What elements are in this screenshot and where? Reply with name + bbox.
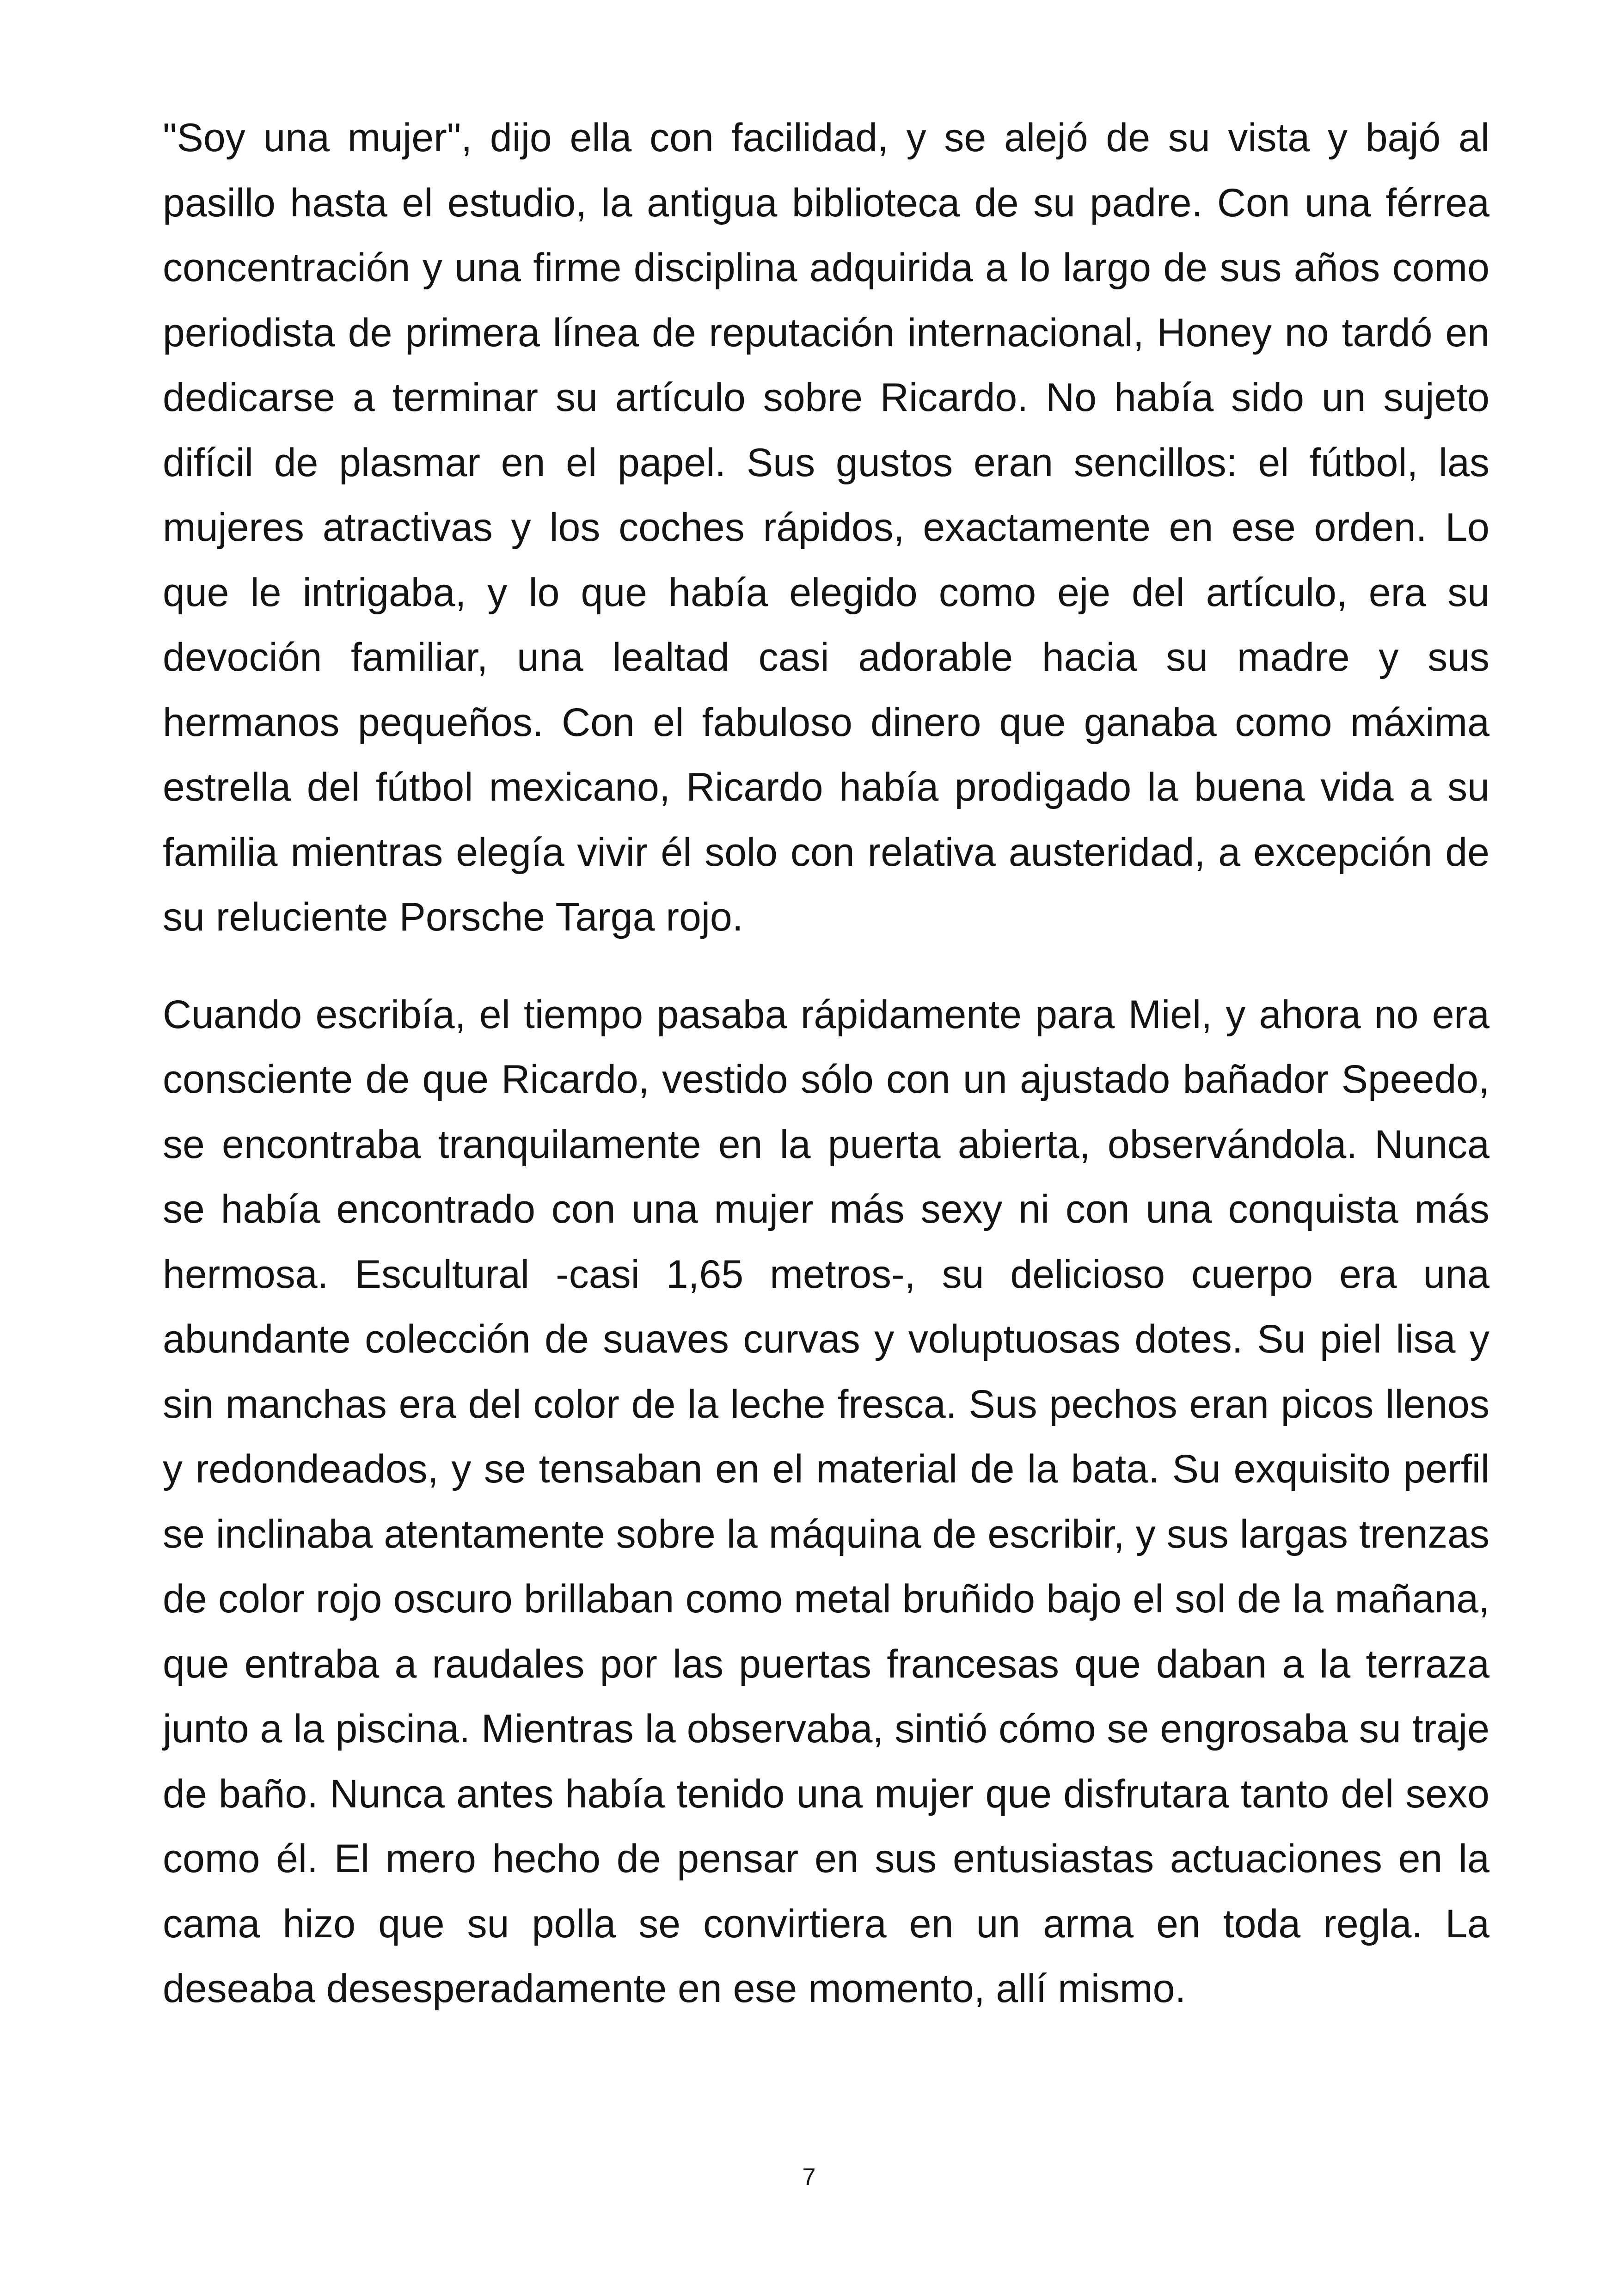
body-text	[163, 105, 1489, 2021]
paragraph-1: "Soy una mujer", dijo ella con facilidad, y se alejó de su vista y bajó al pasillo hasta el estudio, la antigua biblioteca de su padre. Con una férrea concentración y una firme disciplina adquirida a lo largo de sus años como periodista de primera línea de reputación internacional, Honey no tardó en dedicarse a terminar su artículo sobre Ricardo. No había sido un sujeto difícil de plasmar en el papel. Sus gustos eran sencillos: el fútbol, las mujeres atractivas y los coches rápidos, exactamente en ese orden. Lo que le intrigaba, y lo que había elegido como eje del artículo, era su devoción familiar, una lealtad casi adorable hacia su madre y sus hermanos pequeños. Con el fabuloso dinero que ganaba como máxima estrella del fútbol mexicano, Ricardo había prodigado la buena vida a su familia mientras elegía vivir él solo con relativa austeridad, a excepción de su reluciente Porsche Targa rojo.	[163, 116, 1489, 939]
page-number: 7	[802, 2164, 816, 2191]
paragraph-2: Cuando escribía, el tiempo pasaba rápidamente para Miel, y ahora no era consciente de que Ricardo, vestido sólo con un ajustado bañador Speedo, se encontraba tranquilamente en la puerta abierta, observándola. Nunca se había encontrado con una mujer más sexy ni con una conquista más hermosa. Escultural -casi 1,65 metros-, su delicioso cuerpo era una abundante colección de suaves curvas y voluptuosas dotes. Su piel lisa y sin manchas era del color de la leche fresca. Sus pechos eran picos llenos y redondeados, y se tensaban en el material de la bata. Su exquisito perfil se inclinaba atentamente sobre la máquina de escribir, y sus largas trenzas de color rojo oscuro brillaban como metal bruñido bajo el sol de la mañana, que entraba a raudales por las puertas francesas que daban a la terraza junto a la piscina. Mientras la observaba, sintió cómo se engrosaba su traje de baño. Nunca antes había tenido una mujer que disfrutara tanto del sexo como él. El mero hecho de pensar en sus entusiastas actuaciones en la cama hizo que su polla se convirtiera en un arma en toda regla. La deseaba desesperadamente en ese momento, allí mismo.	[163, 992, 1489, 2011]
